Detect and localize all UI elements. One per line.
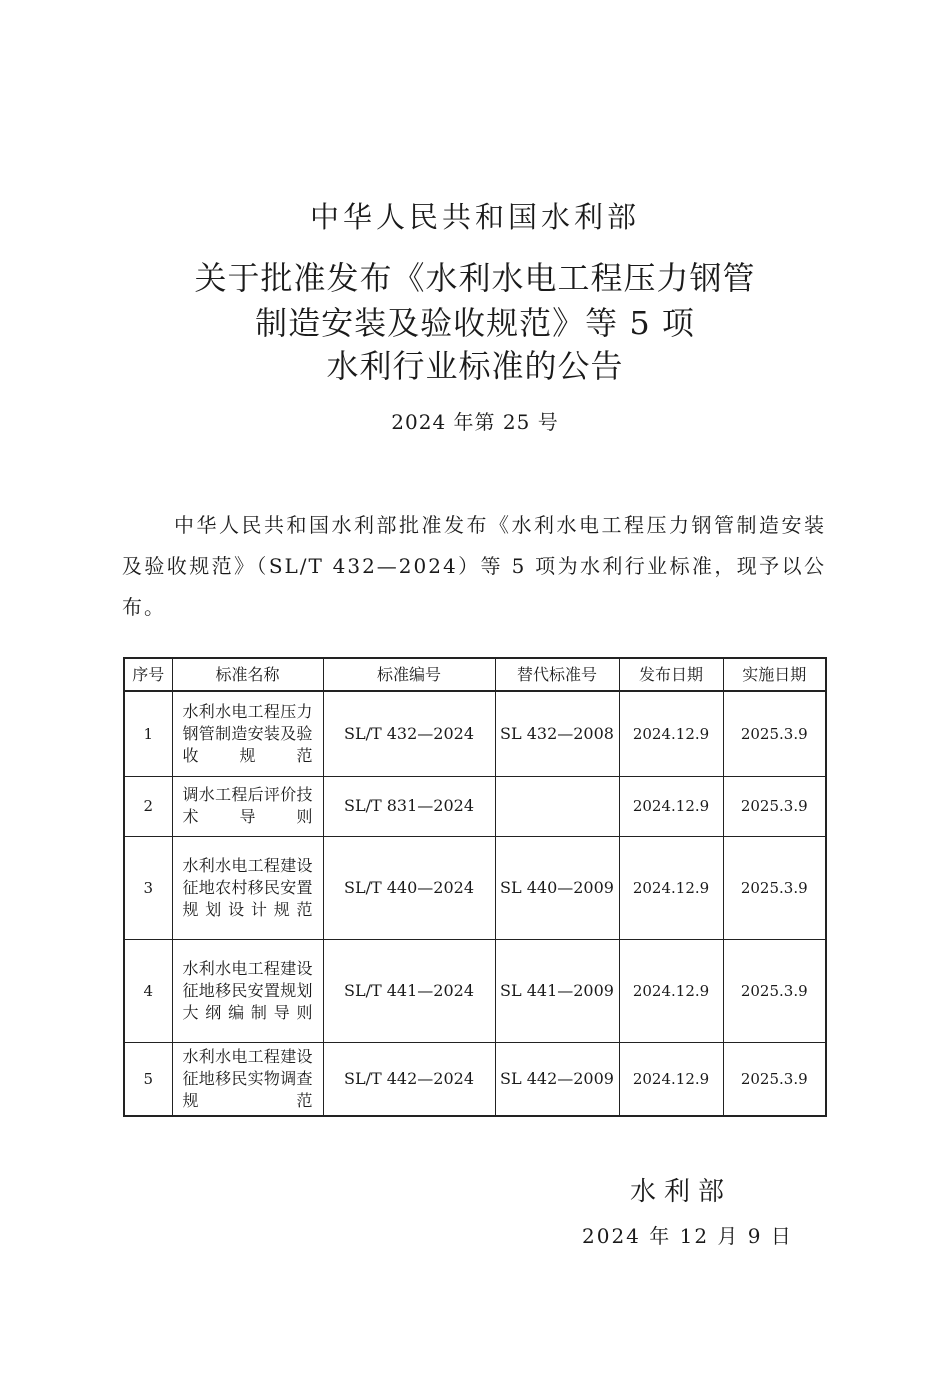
column-header-issued: 发布日期 — [619, 658, 723, 691]
replaced-standard: SL 432—2008 — [495, 691, 619, 776]
effective-date: 2025.3.9 — [723, 691, 826, 776]
standard-code: SL/T 432—2024 — [323, 691, 495, 776]
table-header-row — [124, 658, 826, 691]
issue-date-footer: 2024 年 12 月 9 日 — [582, 1224, 793, 1248]
table-row — [124, 776, 826, 836]
standard-name: 水利水电工程压力钢管制造安装及验收规范 — [172, 691, 323, 776]
effective-date: 2025.3.9 — [723, 836, 826, 939]
table-body — [124, 691, 826, 1116]
column-header-effective: 实施日期 — [723, 658, 826, 691]
announcement-title-line-1: 关于批准发布《水利水电工程压力钢管 — [194, 259, 756, 297]
body-paragraph: 中华人民共和国水利部批准发布《水利水电工程压力钢管制造安装及验收规范》（SL/T 432—2024）等 5 项为水利行业标准，现予以公布。 — [122, 513, 826, 619]
standard-code: SL/T 831—2024 — [323, 776, 495, 836]
ministry-title: 中华人民共和国水利部 — [309, 200, 640, 234]
document-number: 2024 年第 25 号 — [391, 410, 559, 434]
table-row — [124, 939, 826, 1042]
row-index: 4 — [124, 939, 172, 1042]
issuer-signature: 水利部 — [630, 1177, 733, 1207]
standards-table — [123, 657, 827, 1117]
replaced-standard: SL 440—2009 — [495, 836, 619, 939]
row-index: 2 — [124, 776, 172, 836]
effective-date: 2025.3.9 — [723, 1042, 826, 1116]
issue-date: 2024.12.9 — [619, 939, 723, 1042]
row-index: 5 — [124, 1042, 172, 1116]
replaced-standard: SL 441—2009 — [495, 939, 619, 1042]
table-row — [124, 1042, 826, 1116]
row-index: 3 — [124, 836, 172, 939]
standard-name: 水利水电工程建设征地移民实物调查规范 — [172, 1042, 323, 1116]
standard-name: 调水工程后评价技术导则 — [172, 776, 323, 836]
table-row — [124, 691, 826, 776]
announcement-title-line-2: 制造安装及验收规范》等 5 项 — [255, 304, 695, 342]
replaced-standard — [495, 776, 619, 836]
issue-date: 2024.12.9 — [619, 691, 723, 776]
standard-code: SL/T 440—2024 — [323, 836, 495, 939]
column-header-name: 标准名称 — [172, 658, 323, 691]
column-header-index: 序号 — [124, 658, 172, 691]
standard-code: SL/T 441—2024 — [323, 939, 495, 1042]
standard-code: SL/T 442—2024 — [323, 1042, 495, 1116]
column-header-code: 标准编号 — [323, 658, 495, 691]
replaced-standard: SL 442—2009 — [495, 1042, 619, 1116]
issue-date: 2024.12.9 — [619, 776, 723, 836]
table-header — [124, 658, 826, 691]
issue-date: 2024.12.9 — [619, 1042, 723, 1116]
effective-date: 2025.3.9 — [723, 776, 826, 836]
standard-name: 水利水电工程建设征地移民安置规划大纲编制导则 — [172, 939, 323, 1042]
announcement-title-line-3: 水利行业标准的公告 — [326, 347, 624, 385]
table-row — [124, 836, 826, 939]
effective-date: 2025.3.9 — [723, 939, 826, 1042]
standard-name: 水利水电工程建设征地农村移民安置规划设计规范 — [172, 836, 323, 939]
issue-date: 2024.12.9 — [619, 836, 723, 939]
column-header-replaces: 替代标准号 — [495, 658, 619, 691]
row-index: 1 — [124, 691, 172, 776]
